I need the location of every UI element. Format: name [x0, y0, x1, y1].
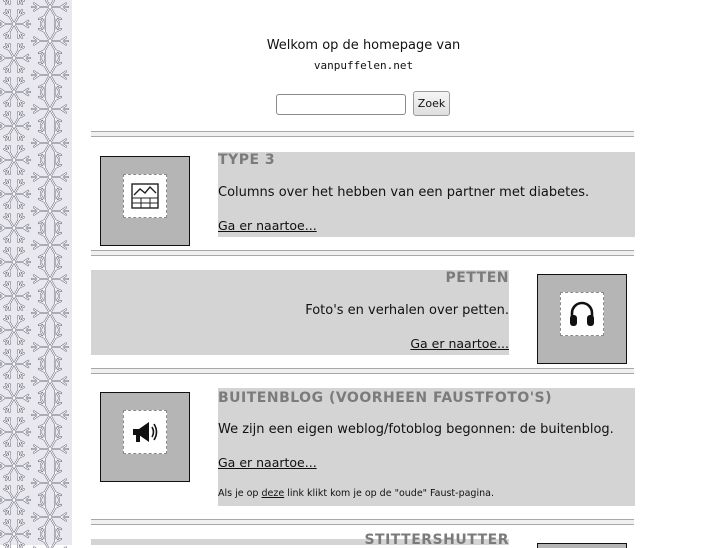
section-panel-type3 — [218, 152, 635, 237]
section-title: TYPE 3 — [218, 152, 275, 168]
search-button[interactable]: Zoek — [413, 91, 450, 116]
section-icon-box[interactable] — [100, 392, 190, 482]
separator — [91, 131, 634, 137]
megaphone-icon — [130, 417, 160, 447]
section-description: We zijn een eigen weblog/fotoblog begonnen: de buitenblog. — [218, 422, 614, 437]
section-title: STITTERSHUTTER — [364, 532, 509, 548]
old-faust-link[interactable]: deze — [261, 488, 284, 499]
section-link[interactable]: Ga er naartoe... — [218, 218, 317, 233]
search-input[interactable] — [276, 94, 406, 115]
section-panel-buitenblog — [218, 388, 635, 506]
section-icon-frame — [560, 292, 604, 336]
site-domain: vanpuffelen.net — [0, 59, 727, 72]
section-link[interactable]: Ga er naartoe... — [410, 336, 509, 351]
section-title: PETTEN — [445, 270, 509, 286]
section-icon-box[interactable] — [537, 543, 627, 548]
section-icon-frame — [123, 174, 167, 218]
section-title: BUITENBLOG (VOORHEEN FAUSTFOTO'S) — [218, 390, 552, 406]
chart-icon — [130, 181, 160, 211]
welcome-text: Welkom op de homepage van — [0, 38, 727, 53]
section-panel-stittershutter — [91, 539, 509, 545]
section-description: Columns over het hebben van een partner met diabetes. — [218, 185, 589, 200]
section-link[interactable]: Ga er naartoe... — [218, 455, 317, 470]
snowflake-border — [0, 0, 72, 545]
note-text: link klikt kom je op de "oude" Faust-pagina. — [284, 488, 494, 499]
separator — [91, 368, 634, 374]
separator — [91, 250, 634, 256]
separator — [91, 519, 634, 525]
section-panel-petten — [91, 270, 509, 355]
note-text: Als je op — [218, 488, 261, 499]
section-note — [218, 488, 494, 499]
snowflake-pattern-icon — [0, 0, 72, 545]
section-icon-box[interactable] — [100, 156, 190, 246]
section-icon-frame — [123, 410, 167, 454]
section-icon-box[interactable] — [537, 274, 627, 364]
headphones-icon — [567, 299, 597, 329]
section-description: Foto's en verhalen over petten. — [305, 303, 509, 318]
